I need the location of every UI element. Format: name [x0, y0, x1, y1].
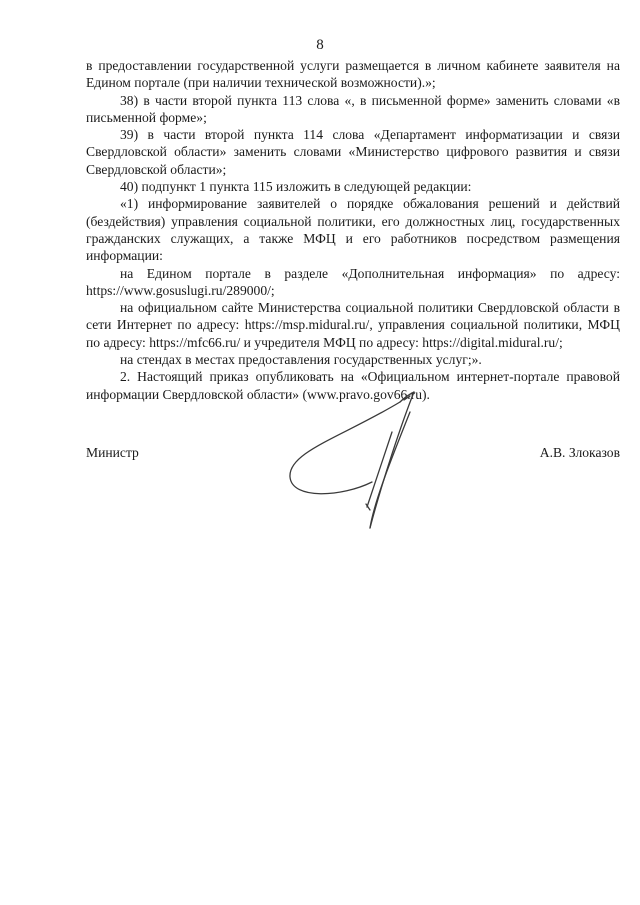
signatory-name: А.В. Злоказов — [539, 445, 620, 460]
paragraph-publication: 2. Настоящий приказ опубликовать на «Официальном интернет-портале правовой информации Свердловской области» (www.pravo.gov66.ru). — [86, 369, 620, 402]
paragraph-item-40: 40) подпункт 1 пункта 115 изложить в следующей редакции: — [120, 179, 472, 195]
paragraph-official-site: на официальном сайте Министерства социальной политики Свердловской области в сети Интернет по адресу: https://msp.midural.ru/, управления социальной политики, МФЦ по адресу: https://mfc66.ru/ и учредителя МФЦ по адресу: https://digital.midural.ru/; — [86, 300, 620, 350]
page-number: 8 — [316, 37, 324, 53]
paragraph-item-38: 38) в части второй пункта 113 слова «, в письменной форме» заменить словами «в письменной форме»; — [86, 92, 620, 125]
paragraph-single-portal: на Едином портале в разделе «Дополнительная информация» по адресу: https://www.gosuslugi.ru/289000/; — [86, 265, 620, 298]
paragraph-continuation: в предоставлении государственной услуги размещается в личном кабинете заявителя на Едином портале (при наличии технической возможности).»; — [86, 58, 620, 91]
signatory-title: Министр — [86, 445, 139, 460]
paragraph-stands: на стендах в местах предоставления государственных услуг;». — [120, 352, 482, 368]
paragraph-subitem-1: «1) информирование заявителей о порядке обжалования решений и действий (бездействия) управления социальной политики, его должностных лиц, государственных гражданских служащих, а также МФЦ и его работников посредством размещения информации: — [86, 196, 620, 264]
document-body — [86, 57, 620, 403]
paragraph-item-39: 39) в части второй пункта 114 слова «Департамент информатизации и связи Свердловской области» заменить словами «Министерство цифрового развития и связи Свердловской области»; — [86, 127, 620, 177]
handwritten-signature — [282, 382, 432, 532]
